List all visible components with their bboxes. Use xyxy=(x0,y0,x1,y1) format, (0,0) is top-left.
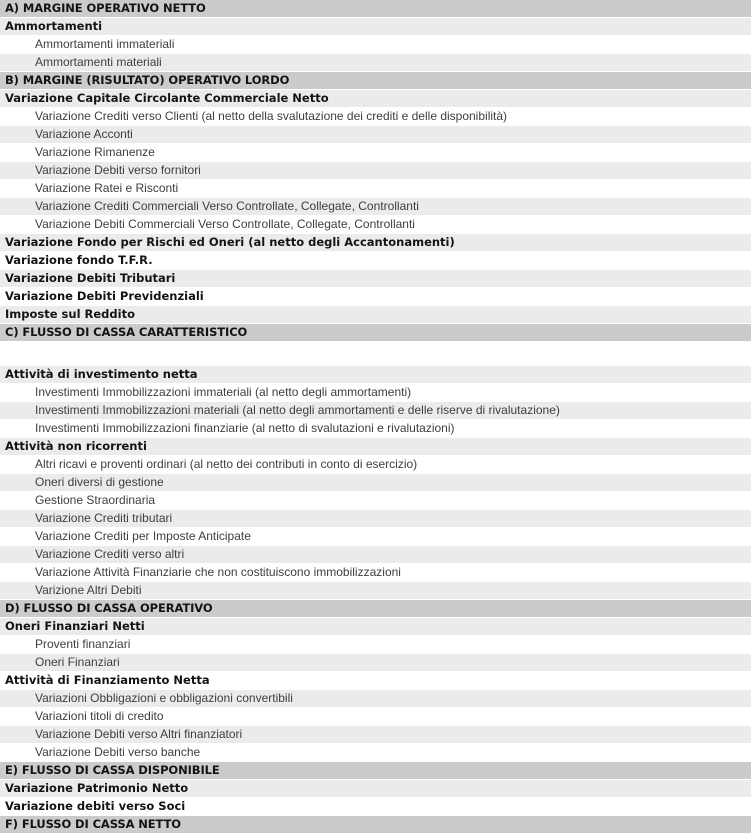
line-item-row xyxy=(0,510,751,527)
group-header-row xyxy=(0,288,751,305)
item-label: Variazione Debiti verso Altri finanziatori xyxy=(35,727,243,741)
item-label: Variazione Attività Finanziarie che non costituiscono immobilizzazioni xyxy=(35,565,401,579)
section-label: A) MARGINE OPERATIVO NETTO xyxy=(5,1,206,15)
item-label: Variazioni titoli di credito xyxy=(35,709,164,723)
line-item-row xyxy=(0,402,751,419)
item-label: Variazione Crediti tributari xyxy=(35,511,173,525)
section-header-row xyxy=(0,324,751,341)
section-label: C) FLUSSO DI CASSA CARATTERISTICO xyxy=(5,325,248,339)
section-label: E) FLUSSO DI CASSA DISPONIBILE xyxy=(5,763,220,777)
group-header-row xyxy=(0,438,751,455)
line-item-row xyxy=(0,144,751,161)
line-item-row xyxy=(0,216,751,233)
line-item-row xyxy=(0,744,751,761)
line-item-row xyxy=(0,456,751,473)
group-header-row xyxy=(0,798,751,815)
line-item-row xyxy=(0,384,751,401)
line-item-row xyxy=(0,126,751,143)
group-header-row xyxy=(0,252,751,269)
item-label: Variazione Crediti Commerciali Verso Controllate, Collegate, Controllanti xyxy=(35,199,419,213)
group-label: Ammortamenti xyxy=(5,19,103,33)
group-label: Variazione Debiti Tributari xyxy=(5,271,176,285)
group-label: Attività di investimento netta xyxy=(5,367,198,381)
item-label: Variazione Acconti xyxy=(35,127,133,141)
section-header-row xyxy=(0,816,751,833)
line-item-row xyxy=(0,180,751,197)
section-header-row xyxy=(0,72,751,89)
item-label: Proventi finanziari xyxy=(35,637,131,651)
line-item-row xyxy=(0,474,751,491)
item-label: Variazione Debiti verso banche xyxy=(35,745,201,759)
line-item-row xyxy=(0,690,751,707)
item-label: Altri ricavi e proventi ordinari (al netto dei contributi in conto di esercizio) xyxy=(35,457,418,471)
line-item-row xyxy=(0,726,751,743)
section-label: D) FLUSSO DI CASSA OPERATIVO xyxy=(5,601,213,615)
line-item-row xyxy=(0,492,751,509)
blank-spacer-row xyxy=(0,342,751,365)
line-item-row xyxy=(0,36,751,53)
group-label: Variazione Capitale Circolante Commerciale Netto xyxy=(5,91,329,105)
group-header-row xyxy=(0,306,751,323)
group-label: Oneri Finanziari Netti xyxy=(5,619,145,633)
group-label: Imposte sul Reddito xyxy=(5,307,135,321)
group-label: Variazione Debiti Previdenziali xyxy=(5,289,204,303)
line-item-row xyxy=(0,528,751,545)
line-item-row xyxy=(0,420,751,437)
section-header-row xyxy=(0,0,751,17)
item-label: Variazione Debiti Commerciali Verso Controllate, Collegate, Controllanti xyxy=(35,217,415,231)
item-label: Variazione Rimanenze xyxy=(35,145,155,159)
item-label: Ammortamenti immateriali xyxy=(35,37,175,51)
group-header-row xyxy=(0,270,751,287)
item-label: Variazione Crediti verso altri xyxy=(35,547,185,561)
item-label: Variazioni Obbligazioni e obbligazioni convertibili xyxy=(35,691,293,705)
line-item-row xyxy=(0,708,751,725)
item-label: Variazione Ratei e Risconti xyxy=(35,181,179,195)
item-label: Ammortamenti materiali xyxy=(35,55,162,69)
group-label: Variazione Patrimonio Netto xyxy=(5,781,189,795)
line-item-row xyxy=(0,564,751,581)
group-label: Attività di Finanziamento Netta xyxy=(5,673,210,687)
group-header-row xyxy=(0,672,751,689)
group-label: Variazione fondo T.F.R. xyxy=(5,253,153,267)
item-label: Oneri diversi di gestione xyxy=(35,475,164,489)
item-label: Gestione Straordinaria xyxy=(35,493,156,507)
line-item-row xyxy=(0,198,751,215)
group-header-row xyxy=(0,618,751,635)
item-label: Variazione Crediti verso Clienti (al netto della svalutazione dei crediti e delle disponibilità) xyxy=(35,109,508,123)
line-item-row xyxy=(0,582,751,599)
group-label: Variazione Fondo per Rischi ed Oneri (al netto degli Accantonamenti) xyxy=(5,235,455,249)
section-header-row xyxy=(0,762,751,779)
line-item-row xyxy=(0,162,751,179)
group-header-row xyxy=(0,366,751,383)
item-label: Variazione Debiti verso fornitori xyxy=(35,163,201,177)
group-header-row xyxy=(0,18,751,35)
line-item-row xyxy=(0,54,751,71)
item-label: Varizione Altri Debiti xyxy=(35,583,142,597)
item-label: Oneri Finanziari xyxy=(35,655,120,669)
item-label: Investimenti Immobilizzazioni immateriali (al netto degli ammortamenti) xyxy=(35,385,412,399)
section-label: B) MARGINE (RISULTATO) OPERATIVO LORDO xyxy=(5,73,290,87)
group-label: Attività non ricorrenti xyxy=(5,439,147,453)
item-label: Variazione Crediti per Imposte Anticipate xyxy=(35,529,251,543)
group-label: Variazione debiti verso Soci xyxy=(5,799,186,813)
section-header-row xyxy=(0,600,751,617)
group-header-row xyxy=(0,90,751,107)
line-item-row xyxy=(0,108,751,125)
group-header-row xyxy=(0,234,751,251)
item-label: Investimenti Immobilizzazioni finanziarie (al netto di svalutazioni e rivalutazioni) xyxy=(35,421,455,435)
line-item-row xyxy=(0,636,751,653)
item-label: Investimenti Immobilizzazioni materiali (al netto degli ammortamenti e delle riserve di rivalutazione) xyxy=(35,403,560,417)
section-label: F) FLUSSO DI CASSA NETTO xyxy=(5,817,181,831)
line-item-row xyxy=(0,654,751,671)
line-item-row xyxy=(0,546,751,563)
group-header-row xyxy=(0,780,751,797)
